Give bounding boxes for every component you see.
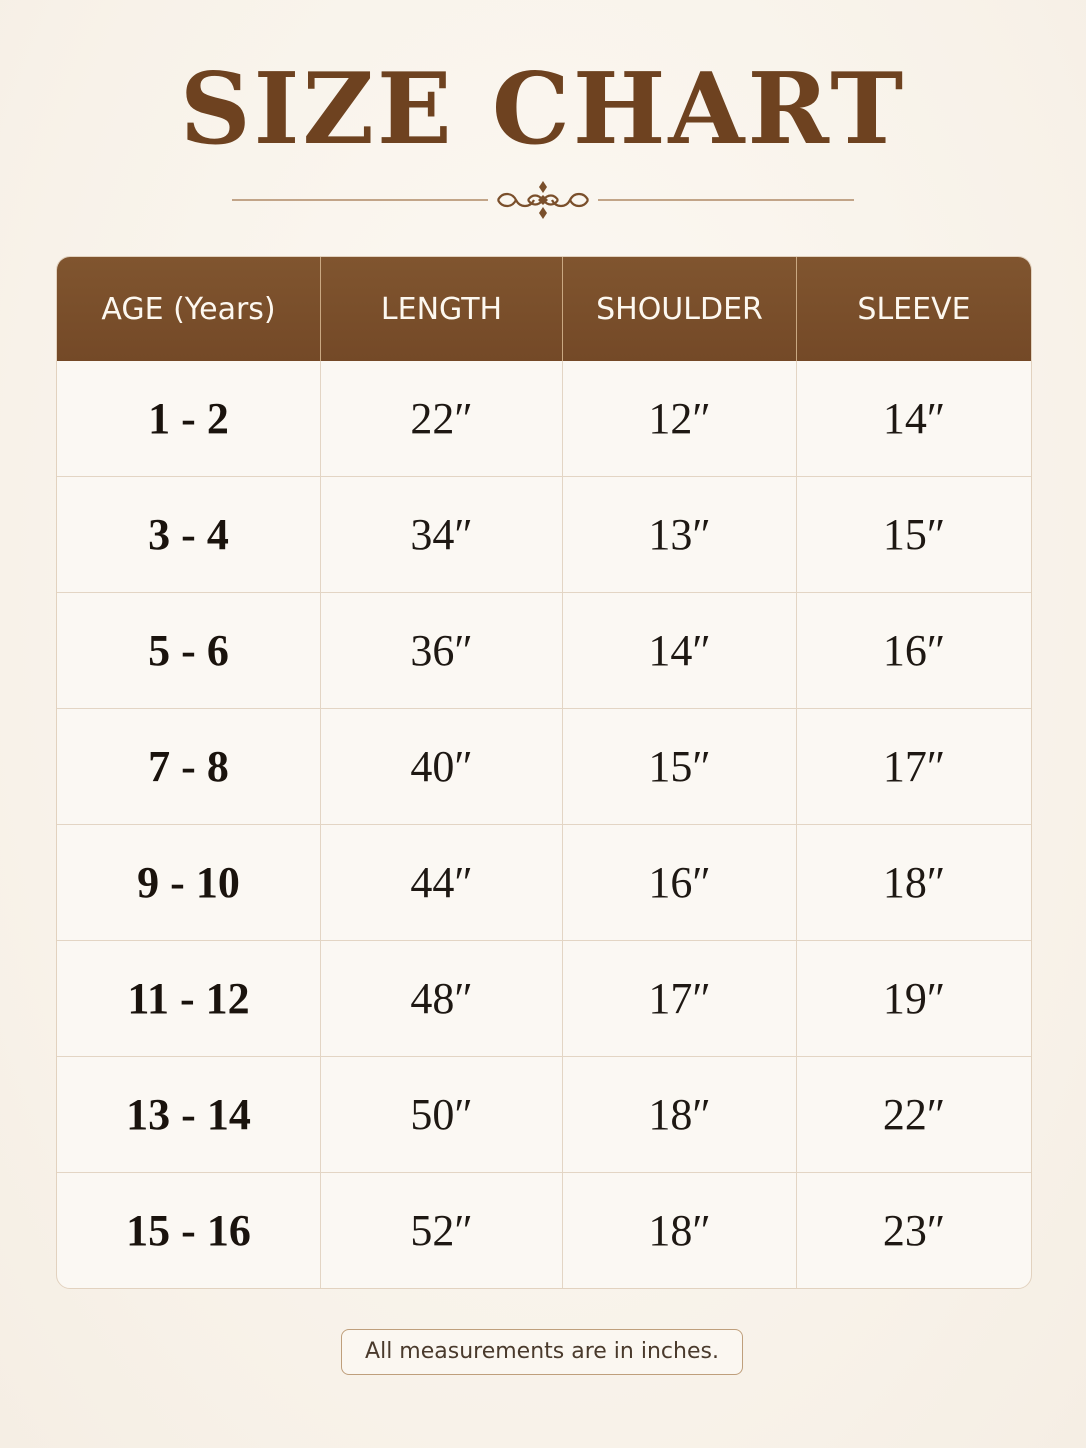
sleeve-cell: 19″ [797,941,1031,1057]
age-cell: 15 - 16 [57,1173,321,1288]
column-header-age: AGE (Years) [57,257,321,361]
table-row [57,593,1031,709]
age-cell: 13 - 14 [57,1057,321,1173]
size-table [56,256,1032,1289]
column-header-sleeve: SLEEVE [797,257,1031,361]
length-cell: 48″ [321,941,563,1057]
length-cell: 50″ [321,1057,563,1173]
table-header-row [57,257,1031,361]
length-cell: 40″ [321,709,563,825]
shoulder-cell: 17″ [563,941,797,1057]
length-cell: 52″ [321,1173,563,1288]
age-cell: 9 - 10 [57,825,321,941]
length-cell: 34″ [321,477,563,593]
length-cell: 22″ [321,361,563,477]
ornamental-divider-icon [232,178,854,222]
shoulder-cell: 14″ [563,593,797,709]
sleeve-cell: 23″ [882,1206,946,1255]
table-row [57,1057,1031,1173]
column-header-length: LENGTH [321,257,563,361]
table-row [57,825,1031,941]
sleeve-cell: 17″ [797,709,1031,825]
age-cell: 5 - 6 [57,593,321,709]
sleeve-cell: 14″ [797,361,1031,477]
age-cell: 3 - 4 [57,477,321,593]
shoulder-cell: 18″ [563,1173,797,1288]
sleeve-cell: 18″ [797,825,1031,941]
sleeve-cell: 16″ [797,593,1031,709]
table-row [57,1173,1031,1288]
shoulder-cell: 18″ [563,1057,797,1173]
length-cell: 36″ [321,593,563,709]
table-row [57,709,1031,825]
sleeve-cell: 22″ [797,1057,1031,1173]
length-cell: 44″ [321,825,563,941]
age-cell: 11 - 12 [57,941,321,1057]
table-row [57,361,1031,477]
shoulder-cell: 16″ [563,825,797,941]
age-cell: 7 - 8 [57,709,321,825]
shoulder-cell: 15″ [563,709,797,825]
shoulder-cell: 12″ [563,361,797,477]
shoulder-cell: 13″ [563,477,797,593]
sleeve-cell: 15″ [797,477,1031,593]
page-title: SIZE CHART [179,52,907,167]
table-row [57,941,1031,1057]
column-header-shoulder: SHOULDER [563,257,797,361]
measurement-note: All measurements are in inches. [341,1329,743,1375]
table-row [57,477,1031,593]
age-cell: 1 - 2 [57,361,321,477]
